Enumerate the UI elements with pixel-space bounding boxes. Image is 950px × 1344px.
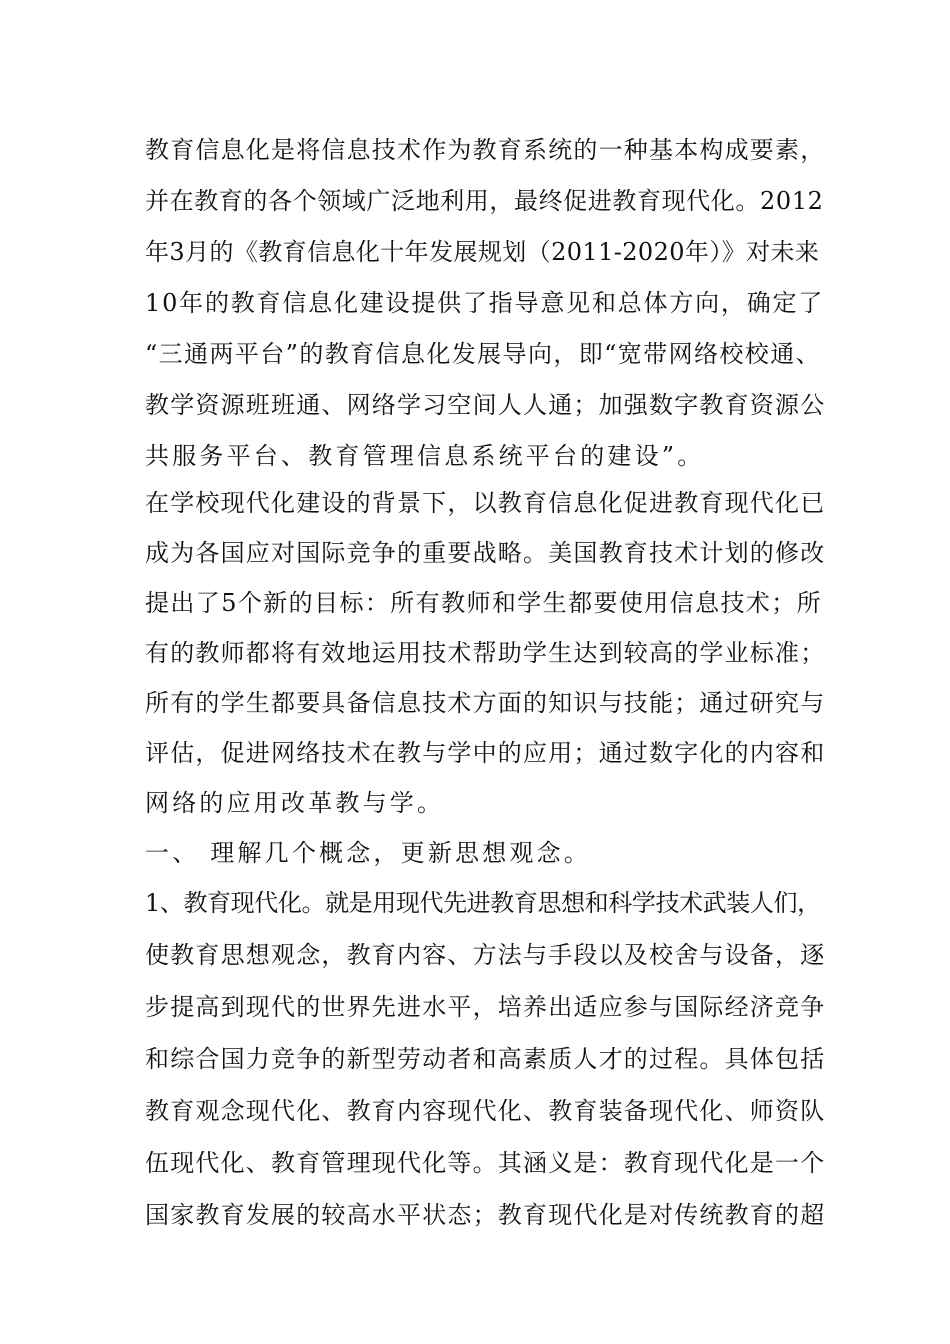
text-line: 评估，促进网络技术在教与学中的应用；通过数字化的内容和 (145, 739, 826, 767)
text-line: 教育观念现代化、教育内容现代化、教育装备现代化、师资队 (145, 1097, 826, 1125)
text-line: 年3月的《教育信息化十年发展规划（2011-2020年）》对未来 (145, 238, 820, 266)
section-heading: 一、 理解几个概念，更新思想观念。 (145, 839, 592, 867)
text-line: 和综合国力竞争的新型劳动者和高素质人才的过程。具体包括 (145, 1045, 826, 1073)
text-line: 国家教育发展的较高水平状态；教育现代化是对传统教育的超 (145, 1201, 826, 1229)
text-line: 使教育思想观念，教育内容、方法与手段以及校舍与设备，逐 (145, 941, 826, 969)
text-line: “三通两平台”的教育信息化发展导向，即“宽带网络校校通、 (145, 340, 822, 368)
text-line: 成为各国应对国际竞争的重要战略。美国教育技术计划的修改 (145, 539, 826, 567)
text-line: 教学资源班班通、网络学习空间人人通；加强数字教育资源公 (145, 391, 826, 419)
text-line: 提出了5个新的目标：所有教师和学生都要使用信息技术；所 (145, 589, 823, 617)
text-line: 所有的学生都要具备信息技术方面的知识与技能；通过研究与 (145, 689, 826, 717)
text-line: 步提高到现代的世界先进水平，培养出适应参与国际经济竞争 (145, 993, 826, 1021)
text-line: 有的教师都将有效地运用技术帮助学生达到较高的学业标准； (145, 639, 826, 667)
text-line: 共服务平台、教育管理信息系统平台的建设”。 (145, 442, 705, 470)
text-line: 网络的应用改革教与学。 (145, 789, 445, 817)
text-line: 在学校现代化建设的背景下，以教育信息化促进教育现代化已 (145, 489, 826, 517)
text-line: 并在教育的各个领域广泛地利用，最终促进教育现代化。2012 (145, 187, 824, 215)
text-line: 10年的教育信息化建设提供了指导意见和总体方向，确定了 (145, 289, 825, 317)
text-line: 1、教育现代化。就是用现代先进教育思想和科学技术武装人们， (145, 889, 821, 917)
text-line: 伍现代化、教育管理现代化等。其涵义是：教育现代化是一个 (145, 1149, 826, 1177)
text-line: 教育信息化是将信息技术作为教育系统的一种基本构成要素， (145, 136, 826, 164)
